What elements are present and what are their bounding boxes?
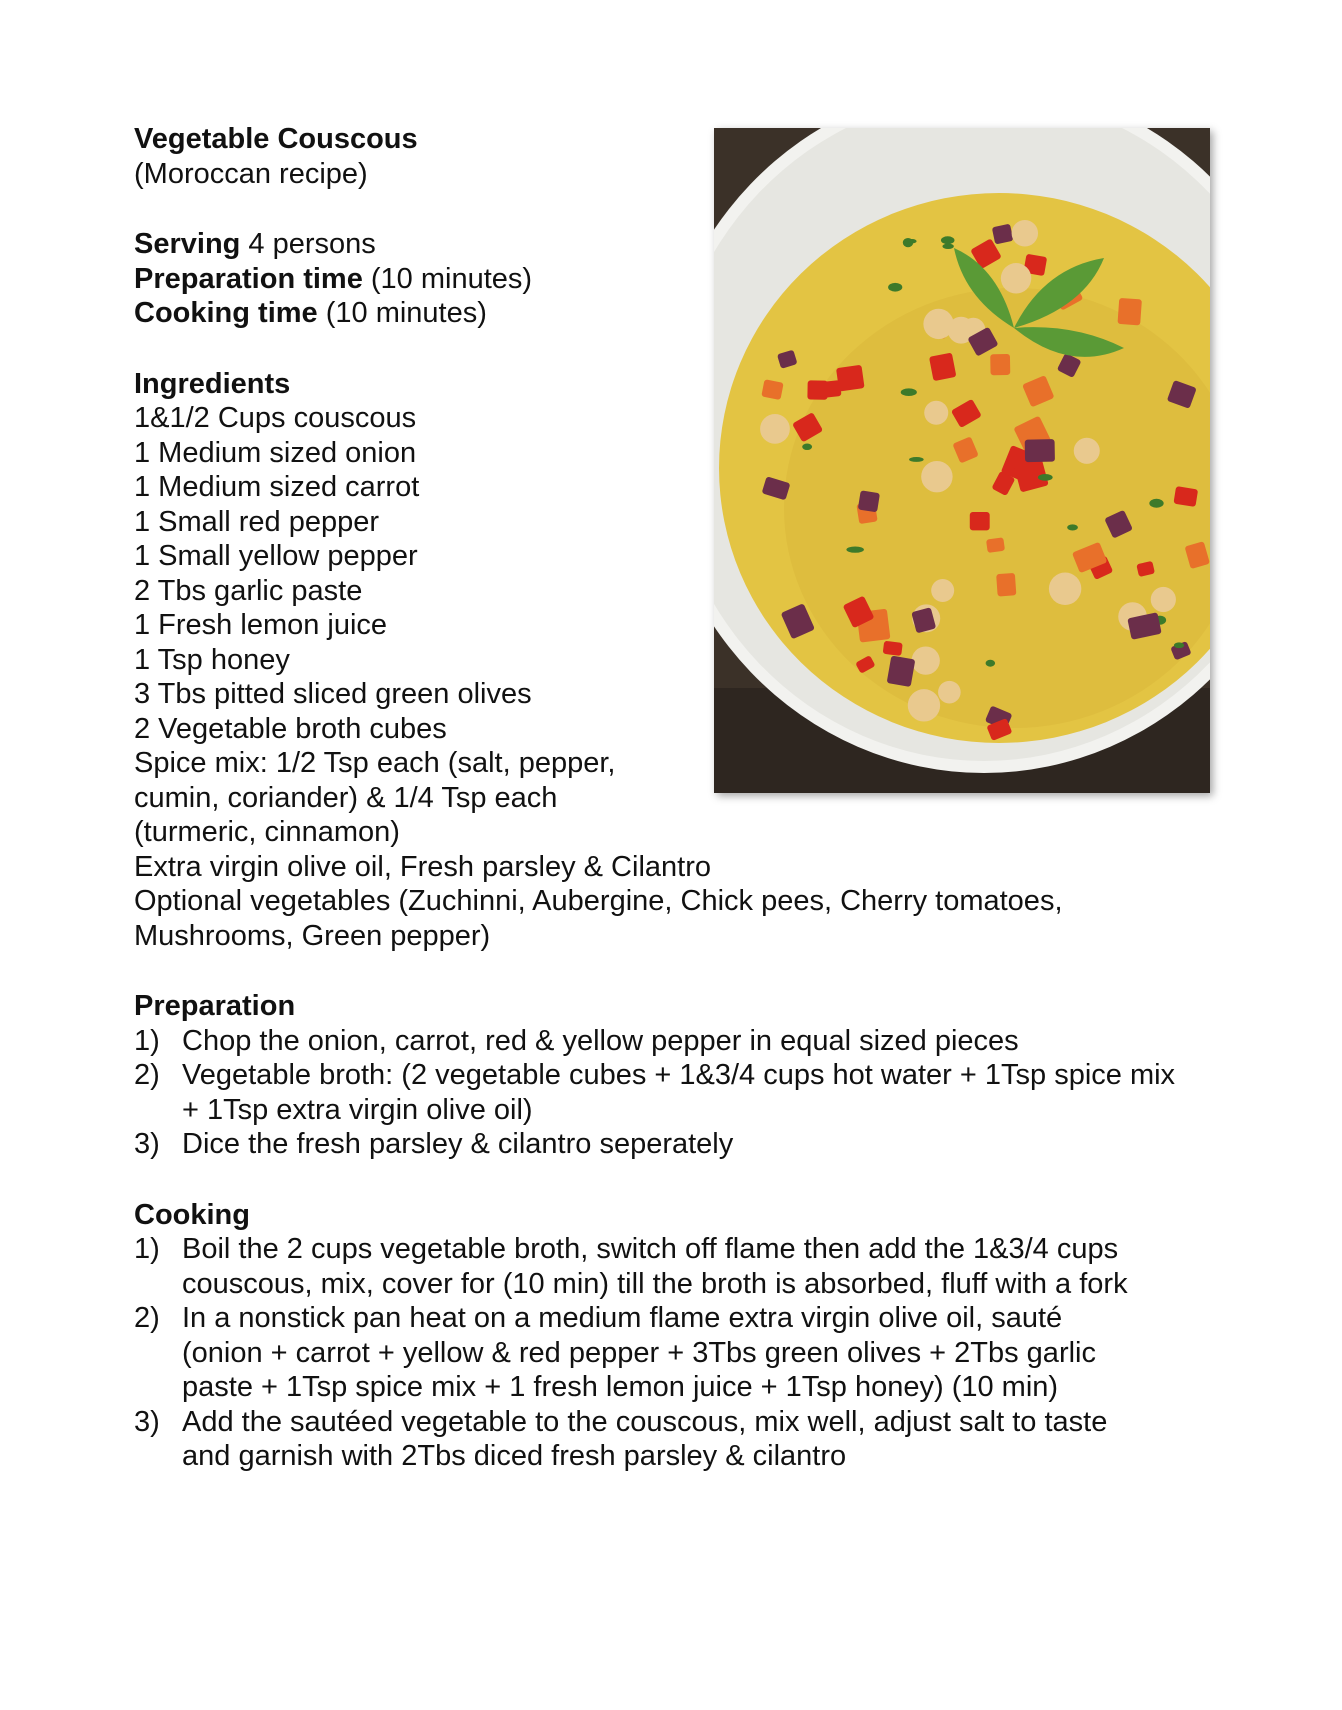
step-text: Chop the onion, carrot, red & yellow pepper in equal sized pieces [182,1024,1019,1057]
spice-mix-item: Spice mix: 1/2 Tsp each (salt, pepper, cumin, coriander) & 1/4 Tsp each (turmeric, cinnamon) [134,747,616,848]
onion-piece [887,655,916,687]
couscous-dish-photo [714,128,1210,793]
step-text: Dice the fresh parsley & cilantro seperately [182,1128,734,1160]
onion-piece [858,490,880,512]
chickpea [938,681,961,704]
herb-leaf [888,283,902,292]
step-text: Vegetable broth: (2 vegetable cubes + 1&3/4 cups hot water + 1Tsp spice mix + 1Tsp extra virgin olive oil) [182,1059,1176,1126]
chickpea [921,461,952,492]
herb-leaf [942,244,953,249]
chickpea [1001,263,1031,293]
red-pepper-piece [883,641,903,656]
cooking-steps [134,1232,1144,1474]
herb-leaf [1174,642,1184,648]
red-pepper-piece [819,380,842,398]
preparation-step [134,1058,1182,1127]
recipe-subtitle: (Moroccan recipe) [134,157,368,190]
ingredient-item: 2 Vegetable broth cubes [134,712,447,745]
chickpea [1074,438,1100,464]
cook-time-value: (10 minutes) [317,297,487,329]
prep-time-label: Preparation time [134,262,363,295]
optional-vegetables-item: Optional vegetables (Zuchinni, Aubergine, Chick pees, Cherry tomatoes, Mushrooms, Green pepper) [134,885,1063,952]
prep-time-value: (10 minutes) [362,262,533,295]
chickpea [1151,587,1176,612]
carrot-piece [761,379,783,400]
step-number: 1) [134,1024,160,1057]
carrot-piece [990,354,1010,375]
ingredient-item: 2 Tbs garlic paste [134,574,363,607]
herb-leaf [941,236,955,244]
ingredient-item: 1 Medium sized onion [134,436,417,469]
chickpea [908,689,940,721]
chickpea [924,401,948,425]
ingredient-item: 1 Tsp honey [134,643,290,676]
herb-leaf [1149,499,1163,508]
carrot-piece [996,573,1016,597]
herb-leaf [1067,524,1078,530]
oil-herbs-item: Extra virgin olive oil, Fresh parsley & Cilantro [134,850,711,883]
cooking-step [134,1301,1144,1405]
cook-time-label: Cooking time [134,297,318,329]
herb-leaf [908,239,917,243]
photo-svg [714,128,1210,793]
cooking-step [134,1405,1144,1474]
chickpea [1012,220,1038,246]
spacer [134,1162,1214,1198]
spacer [134,953,1214,989]
chickpea [760,414,790,444]
chickpea [912,646,940,674]
chickpea [1049,573,1081,605]
step-number: 3) [134,1128,160,1160]
preparation-steps [134,1024,1214,1162]
chickpea [931,579,954,602]
ingredients-heading: Ingredients [134,367,291,400]
onion-piece [1025,439,1055,462]
step-number: 1) [134,1233,160,1265]
ingredient-item: 1 Small yellow pepper [134,540,418,572]
step-text: Add the sautéed vegetable to the couscous, mix well, adjust salt to taste and garnish with 2Tbs diced fresh parsley & cilantro [182,1405,1108,1472]
red-pepper-piece [970,512,990,530]
herb-leaf [802,444,812,451]
herb-leaf [1038,474,1053,481]
serving-value: 4 persons [240,228,376,260]
step-text: Boil the 2 cups vegetable broth, switch off flame then add the 1&3/4 cups couscous, mix, cover for (10 min) till the broth is absorbed, fluff with a fork [182,1233,1128,1300]
step-text: In a nonstick pan heat on a medium flame extra virgin olive oil, sauté (onion + carrot + yellow & red pepper + 3Tbs green olives + 2Tbs garlic paste + 1Tsp spice mix + 1 fresh lemon juice + 1Tsp honey) (10 min) [182,1302,1096,1403]
preparation-step [134,1024,1214,1059]
step-number: 3) [134,1405,160,1438]
step-number: 2) [134,1302,160,1334]
preparation-heading: Preparation [134,990,296,1022]
serving-label: Serving [134,228,241,260]
ingredient-item: 1 Medium sized carrot [134,471,420,503]
cooking-step [134,1232,1144,1301]
step-number: 2) [134,1059,160,1091]
preparation-step [134,1127,1214,1162]
red-pepper-piece [1173,486,1198,507]
herb-leaf [986,660,995,667]
red-pepper-piece [929,353,956,382]
carrot-piece [986,537,1005,553]
ingredient-item: 3 Tbs pitted sliced green olives [134,678,532,710]
ingredient-item: 1 Fresh lemon juice [134,609,388,641]
herb-leaf [909,457,924,462]
carrot-piece [1117,298,1141,326]
herb-leaf [846,547,863,553]
cooking-heading: Cooking [134,1198,250,1231]
ingredient-item: 1 Small red pepper [134,505,380,538]
chickpea [923,309,953,339]
herb-leaf [901,388,917,396]
ingredient-item: 1&1/2 Cups couscous [134,402,417,434]
recipe-title: Vegetable Couscous [134,123,418,155]
